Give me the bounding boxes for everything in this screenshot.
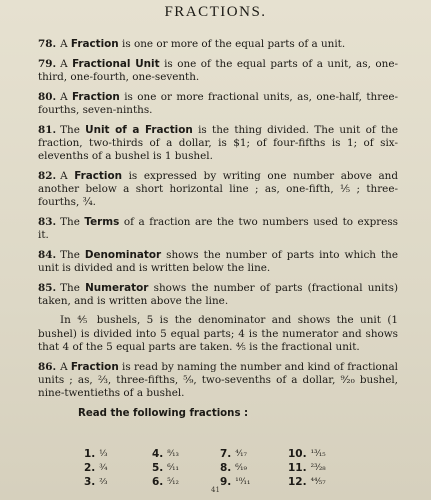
exercise-item [288,462,356,475]
exercise-number: 2. [84,462,96,474]
text: shows the number of parts into which the unit is divided and is written below the line. [38,248,398,274]
paragraph-number: 83. [38,215,57,228]
exercise-number: 10. [288,448,307,460]
paragraph-number: 84. [38,248,57,261]
text: is the thing divided. The unit of the fraction, two-thirds of a dollar, is $1; of four-fifths is 1; of six-elevenths of a bushel is 1 bushel. [38,123,398,162]
text: A [60,90,72,103]
paragraph [38,216,398,242]
paragraph-number: 78. [38,38,57,50]
exercise-fraction: ⁴⁄₁₇ [235,449,247,459]
exercise-heading: Read the following fractions : [78,408,249,420]
text: The [60,123,86,136]
text: A [60,38,71,50]
exercise-number: 4. [152,448,164,460]
exercise-item [152,448,220,461]
paragraph [38,170,398,210]
text: The [60,281,86,294]
text: A [60,57,73,70]
text: is expressed by writing one number above and another below a short horizontal line ; as, one-fifth, ⅕ ; three-fourths, ¾. [38,169,398,209]
exercise-number: 6. [152,476,164,488]
exercise-item [84,448,152,461]
term: Fractional Unit [72,57,160,70]
paragraph [38,282,398,308]
text: A [60,360,71,373]
exercise-item [288,448,356,461]
exercise-fraction: ⁶⁄₁₉ [235,463,247,473]
paragraph [38,249,398,275]
exercise-item [220,462,288,475]
text: The [60,248,85,261]
term: Fraction [70,360,119,373]
text: In ⅘ bushels, 5 is the denominator and shows the unit (1 bushel) is divided into 5 equal parts; 4 is the numerator and shows that 4 of the 5 equal parts are taken. ⅘ is the fractional unit. [38,314,398,353]
exercise-fraction: ⁸⁄₁₃ [167,449,179,459]
exercise-item [220,448,288,461]
paragraph-number: 85. [38,281,57,294]
paragraph-number: 80. [38,90,57,103]
page-number: 41 [211,486,220,494]
exercise-number: 1. [84,448,96,460]
text: is one or more fractional units, as, one-half, three-fourths, seven-ninths. [38,90,399,116]
exercise-fraction: ⅓ [99,449,108,459]
exercise-number: 5. [152,462,164,474]
paragraph-number: 82. [38,169,57,182]
exercise-number: 7. [220,448,232,460]
page-title: FRACTIONS. [164,4,267,20]
exercise-item [152,462,220,475]
exercise-number: 12. [288,476,307,488]
term: Fraction [70,38,119,50]
text: A [60,169,75,182]
term: Unit of a Fraction [85,123,193,136]
exercise-fraction: ¹³⁄₁₅ [310,449,326,459]
paragraph [38,58,398,84]
exercise-fraction: ²³⁄₂₈ [310,463,326,473]
term: Denominator [84,248,162,261]
paragraph [38,38,398,51]
exercise-fraction: ⅔ [99,477,108,487]
text: is read by naming the number and kind of fractional units ; as, ⅔, three-fifths, ⁵⁄₉, two-sevenths of a dollar, ⁹⁄₂₀ bushel, nine-twentieths of a bushel. [38,360,398,399]
text: is one or more of the equal parts of a unit. [118,38,346,50]
paragraph-number: 81. [38,123,57,136]
text: shows the number of parts (fractional units) taken, and is written above the line. [38,281,399,307]
paragraph-number: 79. [38,57,57,70]
text: is one of the equal parts of a unit, as, one-third, one-fourth, one-seventh. [38,57,398,83]
exercise-list [84,448,384,489]
exercise-number: 3. [84,476,96,488]
exercise-fraction: ⁴⁴⁄₅₇ [310,477,326,487]
exercise-number: 8. [220,462,232,474]
exercise-number: 9. [220,476,232,488]
exercise-number: 11. [288,462,307,474]
paragraph [38,361,398,401]
paragraph [38,314,398,354]
exercise-item [84,462,152,475]
term: Numerator [85,281,149,294]
term: Terms [84,215,120,228]
paragraph [38,91,398,117]
text: The [60,215,85,228]
text-body [38,38,398,425]
exercise-fraction: ¾ [99,463,108,473]
exercise-fraction: ⁵⁄₁₂ [167,477,179,487]
text: of a fraction are the two numbers used to express it. [38,215,398,241]
paragraph-number: 86. [38,360,57,373]
term: Fraction [72,90,120,103]
exercise-fraction: ¹⁰⁄₁₁ [235,477,251,487]
term: Fraction [74,169,122,182]
paragraph [38,124,398,164]
exercise-fraction: ⁶⁄₁₁ [167,463,179,473]
